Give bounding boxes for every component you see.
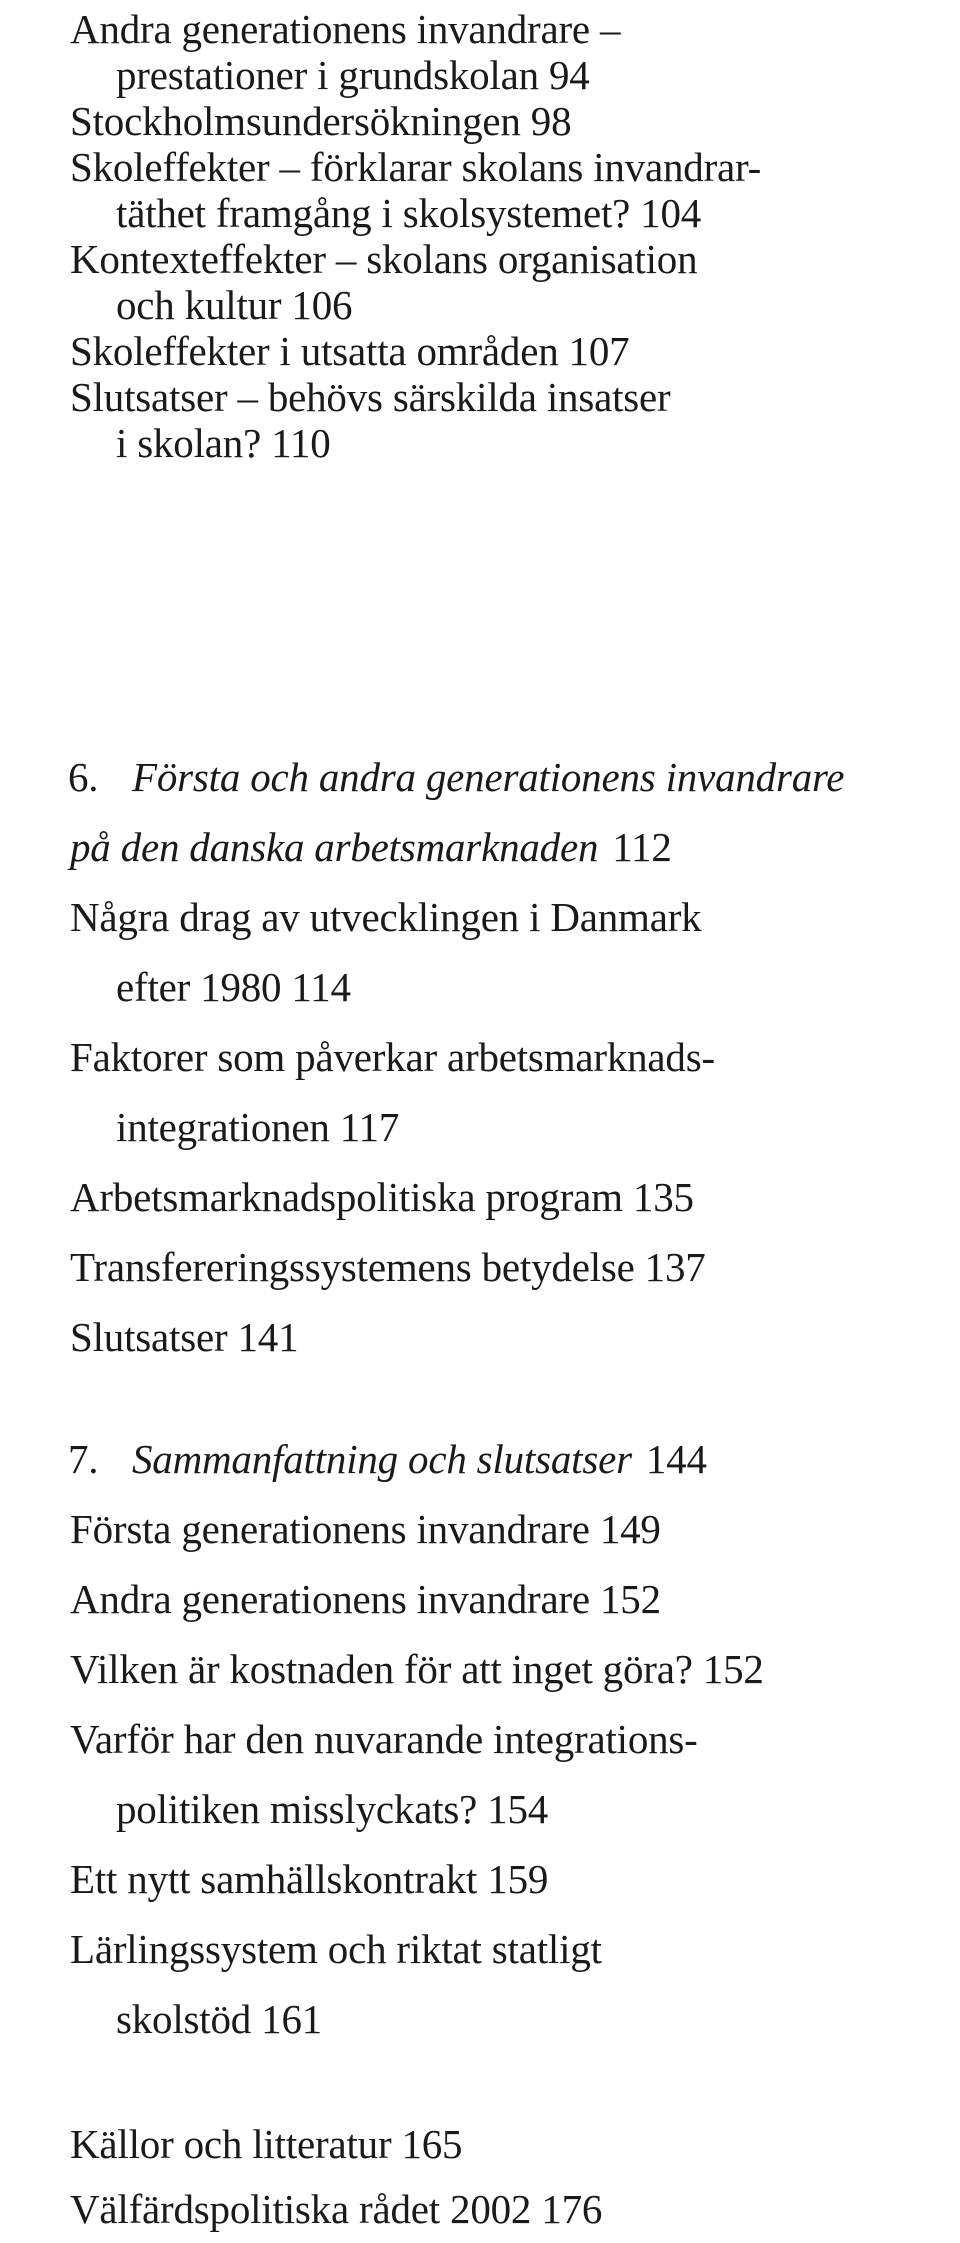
toc-entry: Första generationens invandrare 149 <box>70 1506 661 1552</box>
toc-entry-continuation: efter 1980 114 <box>116 964 351 1010</box>
chapter-heading-6-continuation <box>70 818 672 876</box>
toc-entry: Ett nytt samhällskontrakt 159 <box>70 1856 549 1902</box>
toc-entry: Vilken är kostnaden för att inget göra? 152 <box>70 1646 764 1692</box>
chapter-title: Första och andra generationens invandrare <box>132 754 845 800</box>
toc-entry: Några drag av utvecklingen i Danmark <box>70 894 702 940</box>
toc-entry: Skoleffekter i utsatta områden 107 <box>70 328 630 374</box>
chapter-title: Sammanfattning och slutsatser <box>132 1436 632 1482</box>
page-number: 112 <box>612 824 672 870</box>
toc-entry-continuation: och kultur 106 <box>116 282 353 328</box>
toc-entry-continuation: i skolan? 110 <box>116 420 331 466</box>
toc-entry: Faktorer som påverkar arbetsmarknads- <box>70 1034 715 1080</box>
toc-entry: Andra generationens invandrare – <box>70 6 621 52</box>
toc-entry: Kontexteffekter – skolans organisation <box>70 236 698 282</box>
toc-entry: Lärlingssystem och riktat statligt <box>70 1926 602 1972</box>
toc-entry-continuation: täthet framgång i skolsystemet? 104 <box>116 190 702 236</box>
chapter-number: 7. <box>68 1436 99 1482</box>
chapter-title: på den danska arbetsmarknaden <box>70 824 599 870</box>
toc-entry: Varför har den nuvarande integrations- <box>70 1716 698 1762</box>
page-number: 144 <box>645 1436 707 1482</box>
toc-entry: Slutsatser – behövs särskilda insatser <box>70 374 671 420</box>
toc-entry-continuation: skolstöd 161 <box>116 1996 323 2042</box>
toc-entry: Transfereringssystemens betydelse 137 <box>70 1244 706 1290</box>
toc-entry: Skoleffekter – förklarar skolans invandrar- <box>70 144 762 190</box>
chapter-number: 6. <box>68 754 99 800</box>
toc-entry: Stockholmsundersökningen 98 <box>70 98 572 144</box>
toc-entry: Slutsatser 141 <box>70 1314 299 1360</box>
toc-entry: Andra generationens invandrare 152 <box>70 1576 661 1622</box>
chapter-heading-6 <box>68 748 844 806</box>
toc-entry-continuation: integrationen 117 <box>116 1104 400 1150</box>
chapter-heading-7 <box>68 1430 707 1488</box>
toc-entry-continuation: prestationer i grundskolan 94 <box>116 52 590 98</box>
toc-entry-sources: Källor och litteratur 165 <box>70 2121 463 2167</box>
toc-entry-council: Välfärdspolitiska rådet 2002 176 <box>70 2186 603 2232</box>
toc-entry: Arbetsmarknadspolitiska program 135 <box>70 1174 694 1220</box>
toc-entry-continuation: politiken misslyckats? 154 <box>116 1786 549 1832</box>
